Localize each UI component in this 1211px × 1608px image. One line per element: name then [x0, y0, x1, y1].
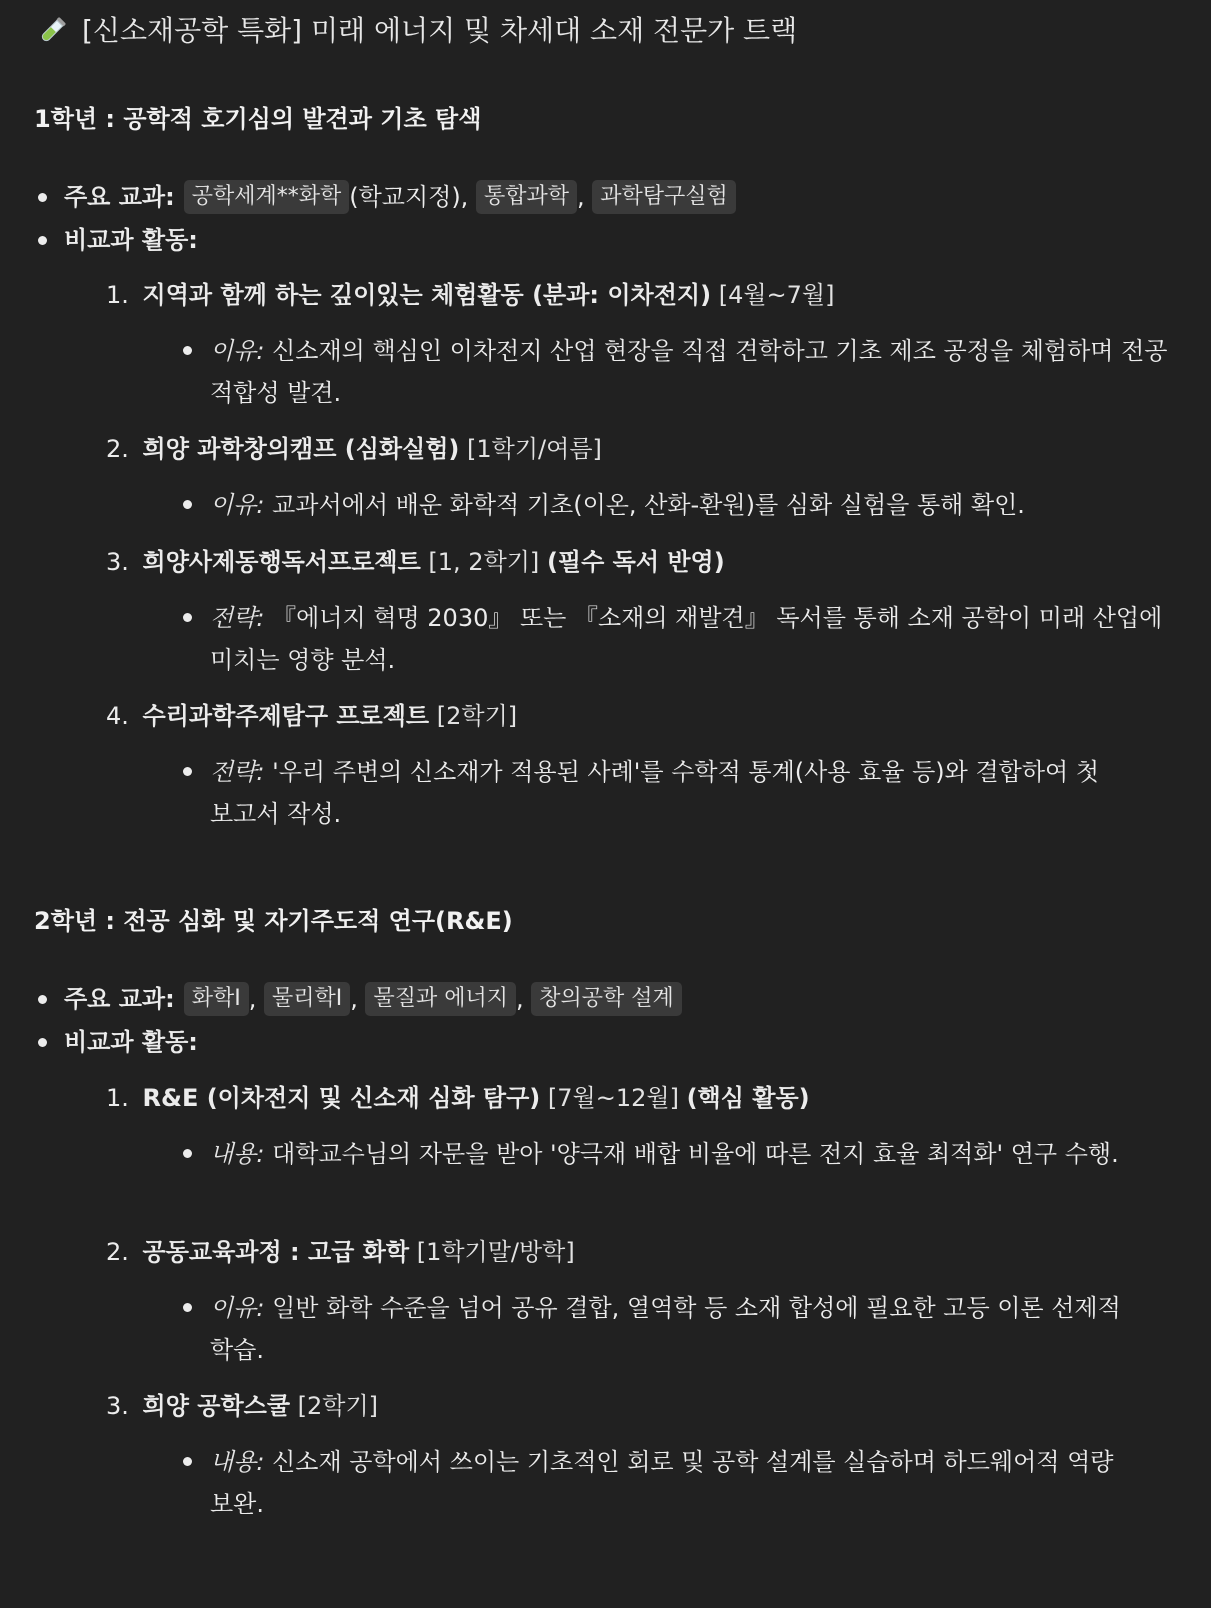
item-number: 2.: [106, 1238, 129, 1266]
grade-2-heading: 2학년 : 전공 심화 및 자기주도적 연구(R&E): [34, 907, 513, 935]
subject-chip: 창의공학 설계: [531, 982, 682, 1016]
activity-period: [1학기말/방학]: [416, 1238, 575, 1266]
bullet-dot: [38, 236, 47, 245]
grade-2-subjects: [38, 978, 682, 1020]
activity-title: 희양 과학창의캠프 (심화실험): [142, 435, 460, 463]
bullet-dot: [183, 767, 192, 776]
grade-1-subjects: [38, 176, 736, 218]
activity-detail-text: [210, 1441, 1168, 1525]
detail-body: 대학교수님의 자문을 받아 '양극재 배합 비율에 따른 전지 효율 최적화' 연구 수행.: [272, 1140, 1119, 1168]
item-number: 3.: [106, 1392, 129, 1420]
detail-body: 신소재 공학에서 쓰이는 기초적인 회로 및 공학 설계를 실습하며 하드웨어적 역량 보완.: [210, 1448, 1114, 1518]
item-number: 4.: [106, 702, 129, 730]
activity-item: [106, 695, 517, 737]
test-tube-icon: [36, 15, 68, 47]
activity-item: [106, 1231, 575, 1273]
activity-title: 수리과학주제탐구 프로젝트: [142, 702, 430, 730]
activity-detail-text: [210, 1287, 1168, 1371]
item-number: 3.: [106, 548, 129, 576]
bullet-dot: [183, 1303, 192, 1312]
bullet-dot: [183, 1457, 192, 1466]
activity-period: [4월~7월]: [718, 281, 835, 309]
track-title: [36, 8, 797, 54]
activity-item: [106, 274, 834, 316]
activity-title: 공동교육과정 : 고급 화학: [142, 1238, 410, 1266]
detail-label: 내용:: [210, 1448, 265, 1476]
activity-detail-text: [210, 330, 1168, 414]
activity-item: [106, 1077, 810, 1119]
detail-label: 내용:: [210, 1140, 265, 1168]
item-number: 1.: [106, 281, 129, 309]
subject-separator: ,: [576, 183, 593, 211]
subjects-label: 주요 교과:: [64, 985, 175, 1013]
item-number: 1.: [106, 1084, 129, 1112]
item-number: 2.: [106, 435, 129, 463]
detail-label: 전략:: [210, 604, 265, 632]
bullet-dot: [38, 193, 47, 202]
activity-item: [106, 541, 725, 583]
detail-label: 전략:: [210, 758, 265, 786]
subject-chip: 물리학Ⅰ: [264, 982, 350, 1016]
grade-1-activities: [38, 219, 207, 261]
activity-item: [106, 1385, 378, 1427]
activity-detail-text: [210, 1133, 1168, 1175]
activity-title: 지역과 함께 하는 깊이있는 체험활동 (분과: 이차전지): [142, 281, 712, 309]
subject-separator: ,: [350, 985, 366, 1013]
bullet-dot: [38, 1038, 47, 1047]
detail-body: 교과서에서 배운 화학적 기초(이온, 산화-환원)를 심화 실험을 통해 확인.: [272, 491, 1025, 519]
bullet-dot: [183, 1149, 192, 1158]
activities-label: 비교과 활동:: [64, 226, 198, 254]
subject-chip: 물질과 에너지: [365, 982, 516, 1016]
activity-period: [2학기]: [297, 1392, 379, 1420]
subject-separator: ,: [516, 985, 532, 1013]
detail-label: 이유:: [210, 1294, 265, 1322]
subjects-label: 주요 교과:: [64, 183, 175, 211]
detail-body: 신소재의 핵심인 이차전지 산업 현장을 직접 견학하고 기초 제조 공정을 체험하며 전공 적합성 발견.: [210, 337, 1168, 407]
subject-chip: 통합과학: [476, 180, 577, 214]
grade-2-activities: [38, 1021, 207, 1063]
activity-detail-text: [210, 484, 1168, 526]
activities-label: 비교과 활동:: [64, 1028, 198, 1056]
grade-1-heading: 1학년 : 공학적 호기심의 발견과 기초 탐색: [34, 105, 482, 133]
subject-chip: 공학세계**화학: [184, 180, 350, 214]
activity-item: [106, 428, 602, 470]
detail-body: 『에너지 혁명 2030』 또는 『소재의 재발견』 독서를 통해 소재 공학이 미래 산업에 미치는 영향 분석.: [210, 604, 1163, 674]
subject-chip: 과학탐구실험: [592, 180, 736, 214]
subject-suffix: (학교지정),: [349, 183, 476, 211]
subject-separator: ,: [248, 985, 264, 1013]
detail-body: '우리 주변의 신소재가 적용된 사례'를 수학적 통계(사용 효율 등)와 결합하여 첫 보고서 작성.: [210, 758, 1100, 828]
track-title-text: [신소재공학 특화] 미래 에너지 및 차세대 소재 전문가 트랙: [82, 14, 798, 47]
detail-body: 일반 화학 수준을 넘어 공유 결합, 열역학 등 소재 합성에 필요한 고등 이론 선제적 학습.: [210, 1294, 1121, 1364]
detail-label: 이유:: [210, 491, 265, 519]
activity-period: [2학기]: [436, 702, 518, 730]
activity-period: [1학기/여름]: [467, 435, 602, 463]
activity-note: (핵심 활동): [686, 1084, 810, 1112]
activity-note: (필수 독서 반영): [546, 548, 725, 576]
activity-period: [1, 2학기]: [428, 548, 540, 576]
bullet-dot: [183, 346, 192, 355]
bullet-dot: [183, 500, 192, 509]
activity-title: 희양사제동행독서프로젝트: [142, 548, 421, 576]
activity-detail-text: [210, 597, 1168, 681]
bullet-dot: [183, 613, 192, 622]
activity-period: [7월~12월]: [547, 1084, 679, 1112]
activity-title: 희양 공학스쿨: [142, 1392, 291, 1420]
activity-detail-text: [210, 751, 1168, 835]
bullet-dot: [38, 995, 47, 1004]
activity-title: R&E (이차전지 및 신소재 심화 탐구): [142, 1084, 541, 1112]
subject-chip: 화학Ⅰ: [184, 982, 249, 1016]
detail-label: 이유:: [210, 337, 265, 365]
